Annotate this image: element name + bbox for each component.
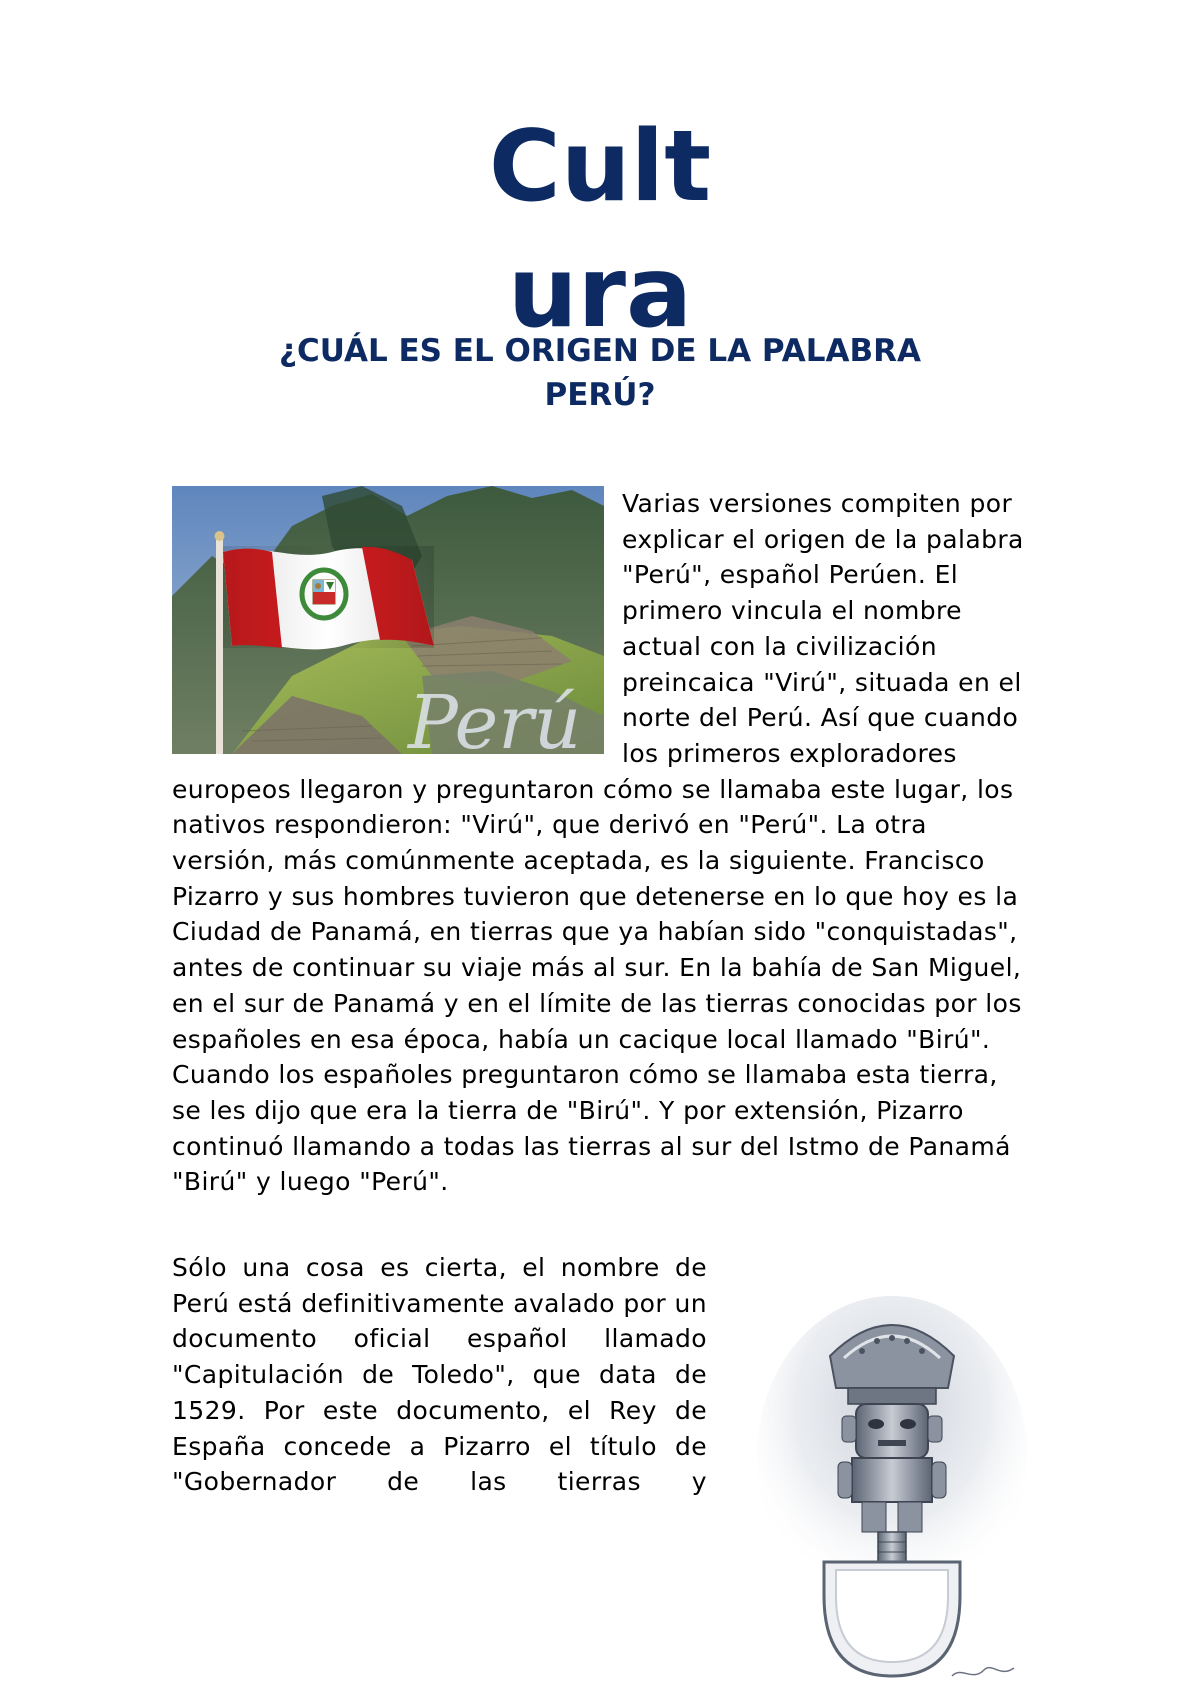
page-title-line-1: Cult [488,110,712,224]
flag-image-script-text: Perú [408,680,582,754]
paragraph-origin-container [172,486,1032,1200]
section-heading-line-2: PERÚ? [544,377,656,413]
paragraph-origin: Varias versiones compiten por explicar el origen de la palabra "Perú", español Perúen. El primero vincula el nombre actual con la civilización preincaica "Virú", situada en el norte del Perú. Así que cuando los primeros exploradores europeos llegaron y preguntaron cómo se llamaba este lugar, los nativos respondieron: "Virú", que derivó en "Perú". La otra versión, más comúnmente aceptada, es la siguiente. Francisco Pizarro y sus hombres tuvieron que detenerse en lo que hoy es la Ciudad de Panamá, en tierras que ya habían sido "conquistadas", antes de continuar su viaje más al sur. En la bahía de San Miguel, en el sur de Panamá y en el límite de las tierras conocidas por los españoles en esa época, había un cacique local llamado "Birú". Cuando los españoles preguntaron cómo se llamaba esta tierra, se les dijo que era la tierra de "Birú". Y por extensión, Pizarro continuó llamando a todas las tierras al sur del Istmo de Panamá "Birú" y luego "Perú". [172,489,1024,1197]
paragraph-capitulacion: Sólo una cosa es cierta, el nombre de Perú está definitivamente avalado por un documento oficial español llamado "Capitulación de Toledo", que data de 1529. Por este documento, el Rey de España concede a Pizarro el título de "Gobernador de las tierras y [172,1253,707,1497]
peru-flag-machu-picchu-image [172,486,604,754]
section-heading-line-1: ¿CUÁL ES EL ORIGEN DE LA PALABRA [279,333,921,369]
page-title-line-2: ura [507,236,693,350]
section-heading [200,329,1000,417]
tumi-drawing-image [752,1296,1037,1691]
